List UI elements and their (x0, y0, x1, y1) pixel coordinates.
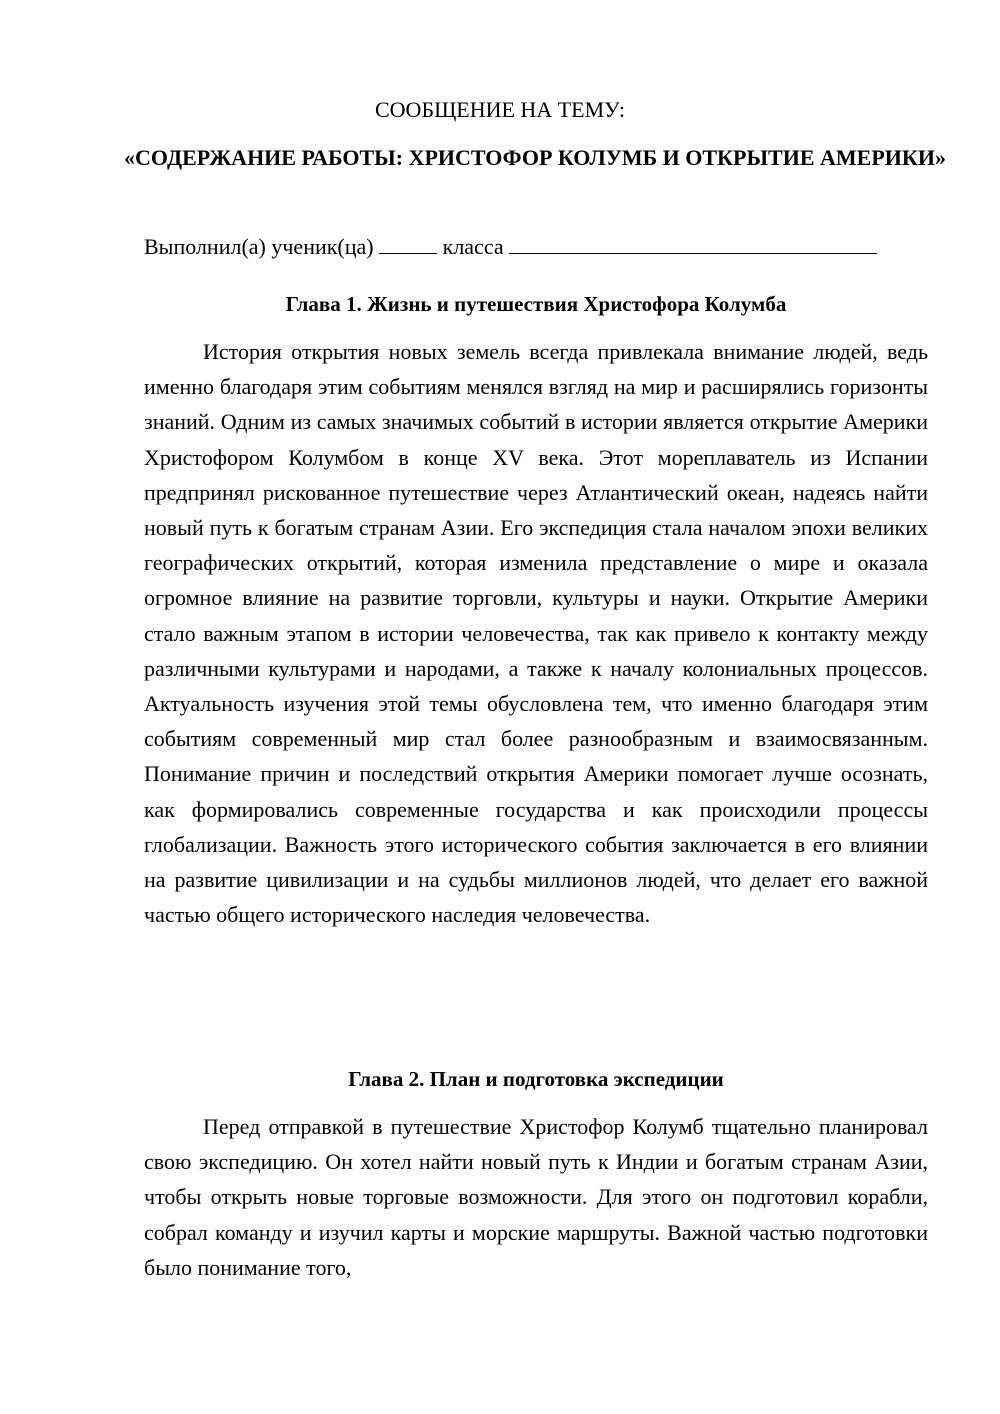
chapter-2-text: Перед отправкой в путешествие Христофор Колумб тщательно планировал свою экспедицию. Он хотел найти новый путь к Индии и богатым странам Азии, чтобы открыть новые торговые возможности. Для этого он подготовил корабли, собрал команду и изучил карты и морские маршруты. Важной частью подготовки было понимание того, (144, 1114, 928, 1280)
grade-blank-line (379, 231, 437, 254)
class-label: класса (442, 234, 504, 259)
byline (144, 230, 934, 264)
chapter-1-title: Глава 1. Жизнь и путешествия Христофора Колумба (285, 292, 787, 316)
chapter-1-text: История открытия новых земель всегда привлекала внимание людей, ведь именно благодаря этим событиям менялся взгляд на мир и расширялись горизонты знаний. Одним из самых значимых событий в истории является открытие Америки Христофором Колумбом в конце XV века. Этот мореплаватель из Испании предпринял рискованное путешествие через Атлантический океан, надеясь найти новый путь к богатым странам Азии. Его экспедиция стала началом эпохи великих географических открытий, которая изменила представление о мире и оказала огромное влияние на развитие торговли, культуры и науки. Открытие Америки стало важным этапом в истории человечества, так как привело к контакту между различными культурами и народами, а также к началу колониальных процессов. Актуальность изучения этой темы обусловлена тем, что именно благодаря этим событиям современный мир стал более разнообразным и взаимосвязанным. Понимание причин и последствий открытия Америки помогает лучше осознать, как формировались современные государства и как происходили процессы глобализации. Важность этого исторического события заключается в его влиянии на развитие цивилизации и на судьбы миллионов людей, что делает его важной частью общего исторического наследия человечества. (144, 339, 928, 928)
document-title: «СОДЕРЖАНИЕ РАБОТЫ: ХРИСТОФОР КОЛУМБ И ОТКРЫТИЕ АМЕРИКИ» (124, 145, 946, 170)
name-blank-line (509, 231, 877, 254)
document-heading: СООБЩЕНИЕ НА ТЕМУ: (375, 97, 625, 122)
performed-by-label: Выполнил(а) ученик(ца) (144, 234, 374, 259)
chapter-2-title: Глава 2. План и подготовка экспедиции (348, 1067, 724, 1091)
